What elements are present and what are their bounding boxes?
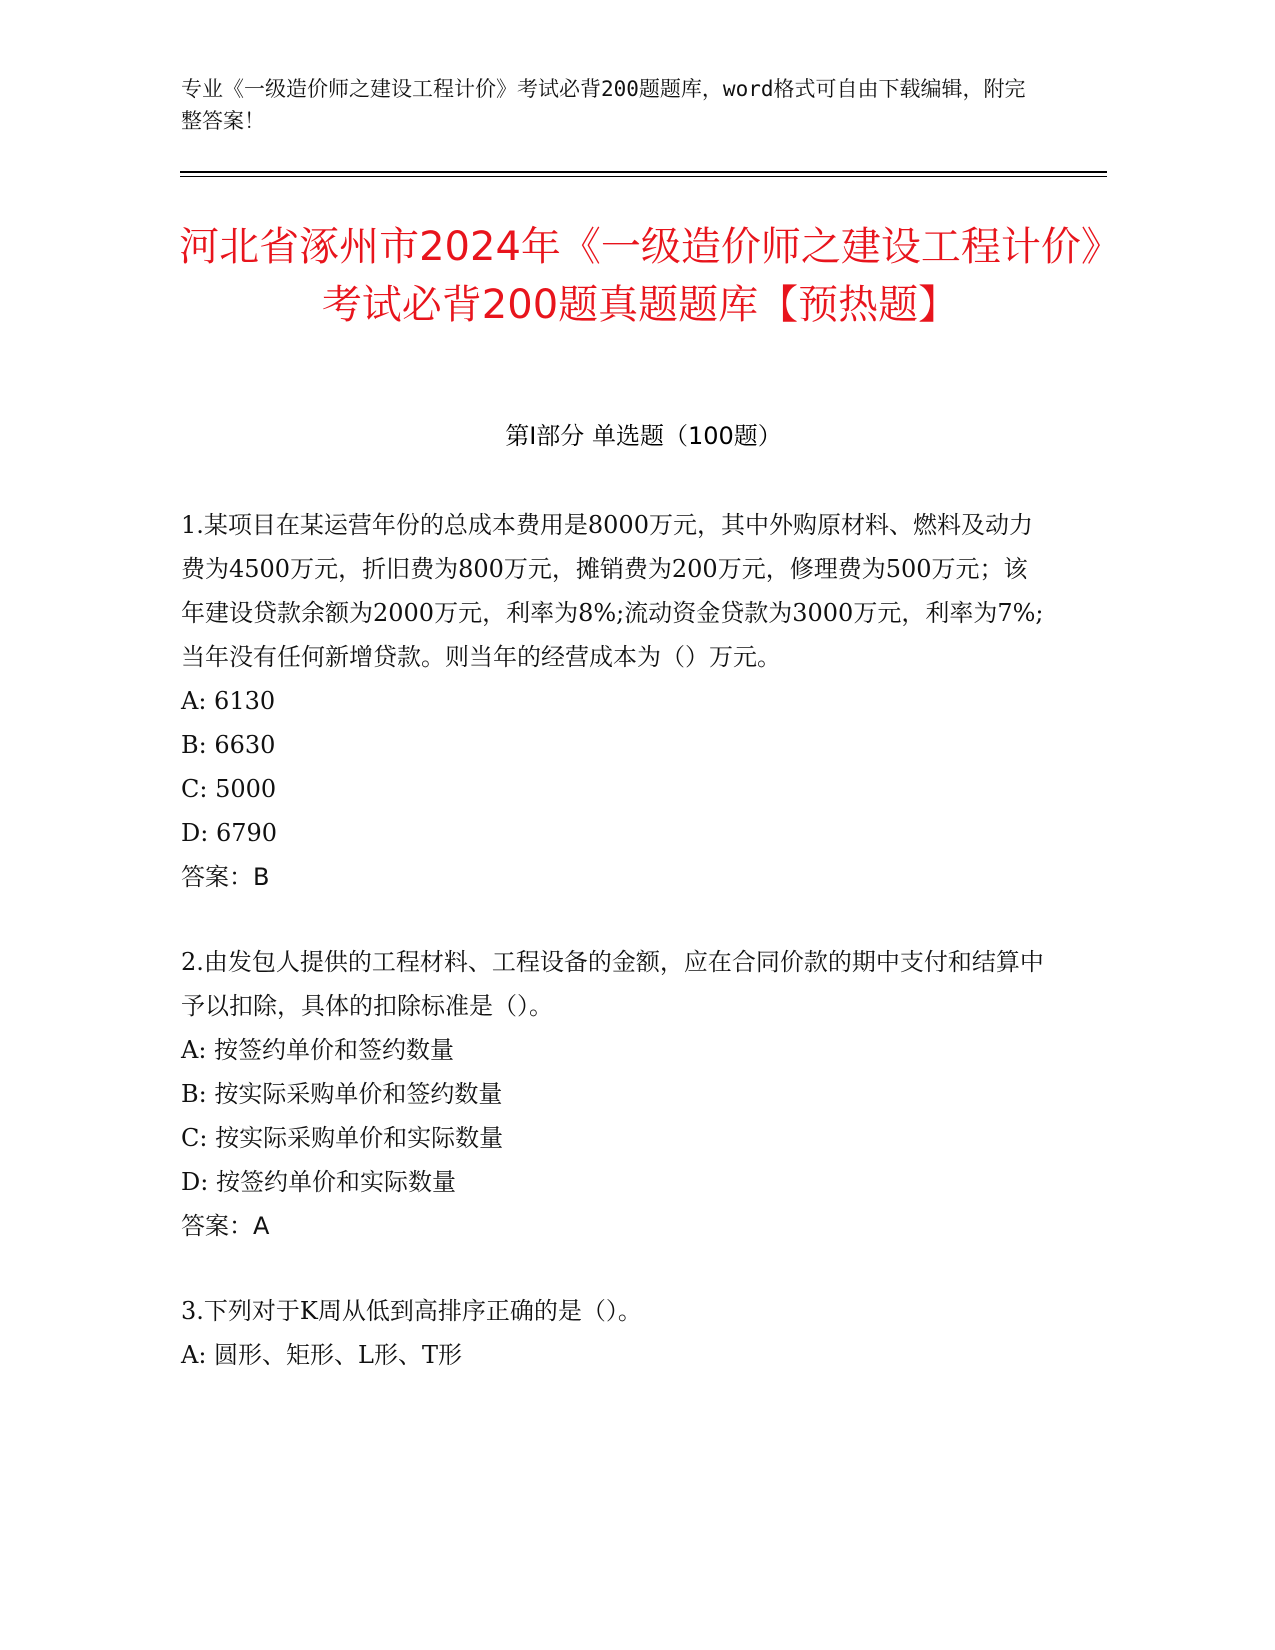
document-title: 河北省涿州市2024年《一级造价师之建设工程计价》考试必背200题真题题库【预热题】 [179, 224, 1101, 328]
option-a: A: 圆形、矩形、L形、T形 [181, 1341, 462, 1369]
option-c: C: 按实际采购单价和实际数量 [181, 1124, 504, 1152]
question-1 [181, 503, 1051, 899]
option-a: A: 按签约单价和签约数量 [181, 1036, 455, 1064]
answer-line: 答案：A [181, 1212, 270, 1240]
question-stem: 3.下列对于K周从低到高排序正确的是（）。 [181, 1297, 642, 1325]
question-3 [181, 1289, 1051, 1377]
header-divider-thin [180, 176, 1107, 177]
question-stem: 2.由发包人提供的工程材料、工程设备的金额，应在合同价款的期中支付和结算中予以扣除，具体的扣除标准是（）。 [181, 948, 1044, 1020]
question-2 [181, 940, 1051, 1248]
header-note: 专业《一级造价师之建设工程计价》考试必背200题题库，word格式可自由下载编辑，附完整答案！ [181, 77, 1026, 133]
question-stem: 1.某项目在某运营年份的总成本费用是8000万元，其中外购原材料、燃料及动力费为4500万元，折旧费为800万元，摊销费为200万元，修理费为500万元；该年建设贷款余额为2000万元，利率为8%;流动资金贷款为3000万元，利率为7%;当年没有任何新增贷款。则当年的经营成本为（）万元。 [181, 511, 1044, 671]
section-heading: 第I部分 单选题（100题） [505, 422, 782, 450]
option-a: A: 6130 [181, 687, 276, 715]
question-list [181, 503, 1051, 1418]
option-b: B: 6630 [181, 731, 276, 759]
answer-line: 答案：B [181, 863, 270, 891]
option-d: D: 按签约单价和实际数量 [181, 1168, 456, 1196]
option-d: D: 6790 [181, 819, 278, 847]
header-divider-thick [180, 171, 1107, 173]
option-c: C: 5000 [181, 775, 277, 803]
option-b: B: 按实际采购单价和签约数量 [181, 1080, 503, 1108]
